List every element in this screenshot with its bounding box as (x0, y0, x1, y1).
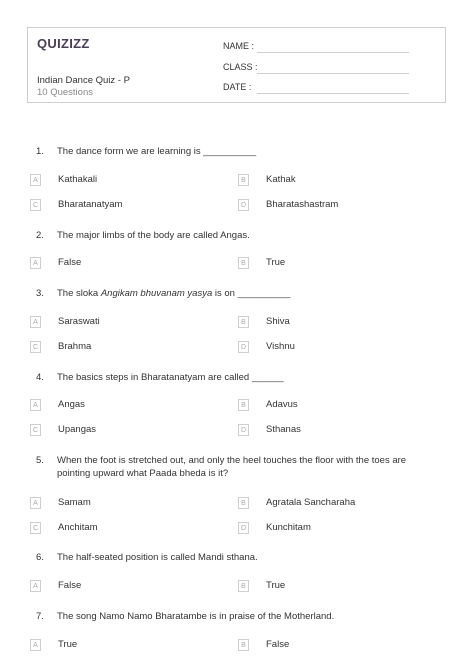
option-label: Kunchitam (266, 522, 311, 533)
class-line (257, 73, 409, 74)
question-number: 5. (36, 455, 44, 466)
date-line (257, 93, 409, 94)
option-letter-box: B (238, 316, 249, 328)
question-number: 7. (36, 611, 44, 622)
question-text-line-2: pointing upward what Paada bheda is it? (57, 468, 229, 479)
class-label: CLASS : (223, 62, 258, 72)
option-label: Saraswati (58, 316, 100, 327)
question-text-line-1: When the foot is stretched out, and only the heel touches the floor with the toes are (57, 455, 407, 466)
option-label: Sthanas (266, 424, 301, 435)
option-letter-box: B (238, 257, 249, 269)
question-text: The major limbs of the body are called Angas. (57, 230, 250, 241)
option-letter-box: B (238, 497, 249, 509)
option-label: Shiva (266, 316, 290, 327)
option-label: Adavus (266, 399, 298, 410)
option-label: True (266, 257, 286, 268)
option-letter-box: B (238, 639, 249, 651)
option-label: True (58, 639, 78, 650)
question-number: 1. (36, 146, 44, 157)
quiz-title: Indian Dance Quiz - P (37, 75, 130, 86)
option-letter-box: D (238, 424, 249, 436)
option-letter-box: C (30, 341, 41, 353)
question-text: The half-seated position is called Mandi sthana. (57, 552, 258, 563)
option-letter-box: A (30, 580, 41, 592)
quizizz-logo: QUIZIZZ (37, 36, 90, 51)
question-text (57, 454, 447, 480)
option-letter-box: D (238, 199, 249, 211)
question-text-italic: Angikam bhuvanam yasya (100, 288, 213, 299)
option-label: Samam (58, 497, 91, 508)
option-letter-box: A (30, 497, 41, 509)
option-label: False (58, 580, 82, 591)
question-count: 10 Questions (37, 87, 93, 98)
option-label: True (266, 580, 286, 591)
option-letter-box: A (30, 257, 41, 269)
question-number: 4. (36, 372, 44, 383)
date-label: DATE : (223, 82, 252, 92)
option-letter-box: D (238, 341, 249, 353)
option-label: Bharatashastram (266, 199, 339, 210)
option-label: False (58, 257, 82, 268)
option-label: Upangas (58, 424, 97, 435)
option-letter-box: D (238, 522, 249, 534)
question-text-pre: The sloka (57, 288, 101, 299)
option-label: Angas (58, 399, 85, 410)
option-label: Anchitam (58, 522, 98, 533)
name-line (257, 52, 409, 53)
option-label: Vishnu (266, 341, 295, 352)
option-label: Bharatanatyam (58, 199, 123, 210)
option-letter-box: B (238, 399, 249, 411)
option-label: Kathakali (58, 174, 98, 185)
question-text: The song Namo Namo Bharatambe is in praise of the Motherland. (57, 611, 335, 622)
option-letter-box: A (30, 639, 41, 651)
question-number: 2. (36, 230, 44, 241)
name-label: NAME : (223, 41, 255, 51)
option-letter-box: B (238, 580, 249, 592)
option-label: False (266, 639, 290, 650)
question-number: 6. (36, 552, 44, 563)
option-letter-box: B (238, 174, 249, 186)
option-letter-box: A (30, 174, 41, 186)
option-label: Kathak (266, 174, 296, 185)
option-label: Agratala Sancharaha (266, 497, 356, 508)
question-text: The dance form we are learning is __________ (57, 146, 257, 157)
option-letter-box: C (30, 522, 41, 534)
question-text (57, 287, 447, 300)
option-letter-box: A (30, 399, 41, 411)
question-text: The basics steps in Bharatanatyam are called ______ (57, 372, 284, 383)
option-letter-box: C (30, 424, 41, 436)
option-label: Brahma (58, 341, 92, 352)
question-number: 3. (36, 288, 44, 299)
option-letter-box: A (30, 316, 41, 328)
question-text-post: is on __________ (212, 288, 291, 299)
option-letter-box: C (30, 199, 41, 211)
